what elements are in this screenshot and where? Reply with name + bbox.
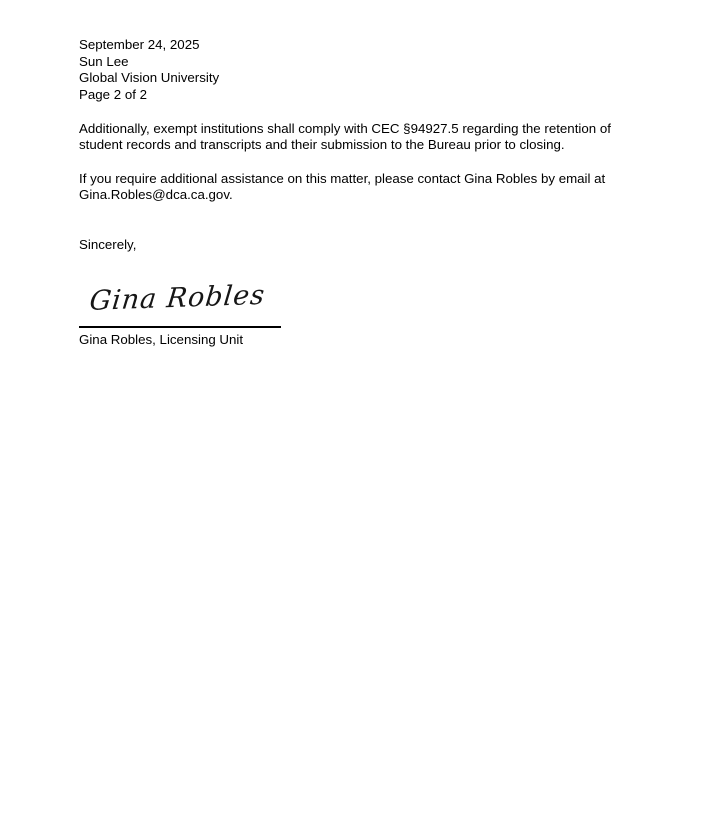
- recipient-name: Sun Lee: [79, 53, 129, 69]
- letter-header: [79, 37, 644, 104]
- signer-name-title: Gina Robles, Licensing Unit: [79, 332, 244, 348]
- paragraph-records-retention: Additionally, exempt institutions shall comply with CEC §94927.5 regarding the retention of student records and transcripts and their submission to the Bureau prior to closing.: [79, 120, 611, 153]
- page-indicator: Page 2 of 2: [79, 87, 148, 103]
- institution-name: Global Vision University: [79, 70, 220, 86]
- signature-line: [79, 326, 281, 328]
- paragraph-contact-assistance: If you require additional assistance on this matter, please contact Gina Robles by email at Gina.Robles@dca.ca.gov.: [79, 170, 606, 203]
- handwritten-signature: Gina Robles: [87, 279, 267, 318]
- letter-date: September 24, 2025: [79, 37, 200, 52]
- valediction: Sincerely,: [79, 237, 137, 253]
